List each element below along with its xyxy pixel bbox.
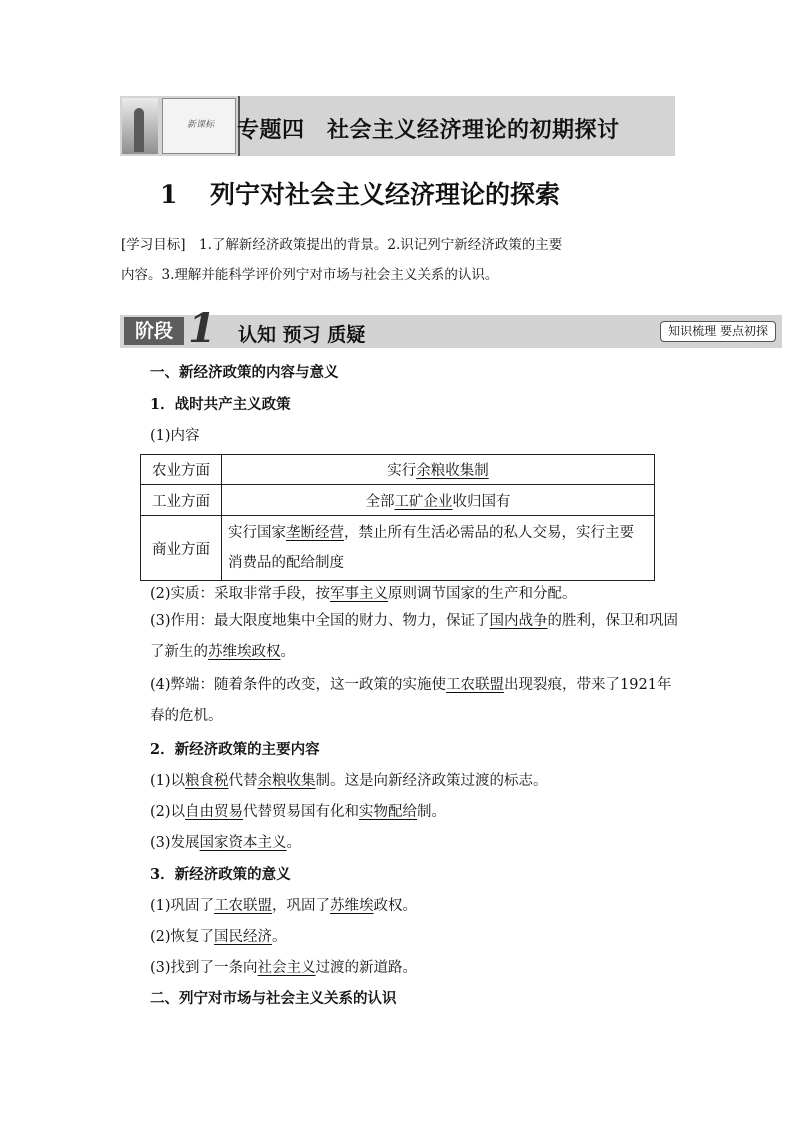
- chapter-title: 专题四 社会主义经济理论的初期探讨: [237, 117, 620, 143]
- row-label: 商业方面: [141, 516, 222, 581]
- keyword: 苏维埃: [330, 898, 374, 914]
- stage-number: 1: [188, 305, 216, 352]
- row-content: [222, 485, 655, 516]
- content-item-2: [150, 800, 446, 821]
- text: 。: [286, 835, 302, 851]
- lesson-number: 1: [160, 180, 178, 209]
- keyword: 工矿企业: [394, 493, 453, 510]
- text: 原则调节国家的生产和分配。: [388, 586, 577, 602]
- table-row: [141, 485, 655, 516]
- drawback-text: [120, 670, 680, 732]
- learning-goals-line-1: [学习目标] 1.了解新经济政策提出的背景。2.识记列宁新经济政策的主要: [121, 237, 563, 253]
- text: (2)实质：采取非常手段，按: [150, 586, 331, 602]
- significance-item-3: [150, 956, 417, 977]
- text: (3)找到了一条向: [150, 960, 258, 976]
- text: ，巩固了: [272, 898, 331, 914]
- text: 政权。: [373, 898, 418, 914]
- text: 。: [280, 644, 295, 660]
- keyword: 工农联盟: [446, 677, 505, 693]
- row-content: [222, 455, 655, 485]
- content-label: (1)内容: [150, 428, 200, 444]
- stage-title: 认知 预习 质疑: [238, 324, 366, 346]
- text: (4)弊端：随着条件的改变，这一政策的实施使: [150, 677, 447, 693]
- section-2-heading: 二、列宁对市场与社会主义关系的认识: [150, 990, 397, 1007]
- text: 过渡的新道路。: [315, 960, 418, 976]
- lesson-title-text: 列宁对社会主义经济理论的探索: [210, 180, 561, 209]
- text: 实行国家: [228, 525, 286, 541]
- keyword: 实物配给: [359, 804, 418, 820]
- text: 代替: [228, 773, 258, 789]
- significance-item-1: [150, 894, 417, 915]
- text: 制。: [417, 804, 447, 820]
- text: ，禁止所有生活必需品的私人交易，实行主要消费品的配给制度: [228, 525, 634, 571]
- keyword: 工农联盟: [214, 898, 273, 914]
- text: (1)以: [150, 773, 186, 789]
- table-row: [141, 455, 655, 485]
- section-1-heading: 一、新经济政策的内容与意义: [150, 364, 339, 381]
- content-item-1: [150, 769, 548, 790]
- text: (3)作用：最大限度地集中全国的财力、物力，保证了: [150, 613, 490, 629]
- keyword: 余粮收集: [257, 773, 316, 789]
- keyword: 国家资本主义: [199, 835, 287, 851]
- row-label: 农业方面: [141, 455, 222, 485]
- text: (2)恢复了: [150, 929, 215, 945]
- significance-item-2: [150, 925, 287, 946]
- effect-text: [120, 606, 680, 668]
- subsection-3-heading: 3．新经济政策的意义: [150, 866, 291, 883]
- text: (3)发展: [150, 835, 200, 851]
- text: (2)以: [150, 804, 186, 820]
- stage-tag: 知识梳理 要点初探: [660, 321, 776, 342]
- row-label: 工业方面: [141, 485, 222, 516]
- text: 代替贸易国有化和: [243, 804, 360, 820]
- subsection-1-heading: 1．战时共产主义政策: [150, 396, 291, 413]
- text: 。: [272, 929, 287, 945]
- keyword: 苏维埃政权: [208, 644, 281, 660]
- keyword: 自由贸易: [185, 804, 244, 820]
- lesson-title: [160, 175, 560, 211]
- text: 出现裂痕，带来了1921年春的危机。: [150, 677, 672, 724]
- subsection-2-heading: 2．新经济政策的主要内容: [150, 741, 320, 758]
- learning-goals-line-2: 内容。3.理解并能科学评价列宁对市场与社会主义关系的认识。: [121, 267, 499, 283]
- text: (1)巩固了: [150, 898, 215, 914]
- text: 的胜利，保卫和巩固了新生的: [150, 613, 679, 660]
- keyword: 国民经济: [214, 929, 273, 945]
- keyword: 粮食税: [185, 773, 229, 789]
- stage-label: 阶段: [124, 317, 184, 345]
- text: 制。这是向新经济政策过渡的标志。: [315, 773, 548, 789]
- keyword: 社会主义: [257, 960, 316, 976]
- content-item-3: [150, 831, 301, 852]
- keyword: 军事主义: [330, 586, 389, 602]
- stage-bar: [120, 305, 782, 352]
- book-cover-text: 新课标: [187, 120, 215, 130]
- table-row: [141, 516, 655, 581]
- keyword: 垄断经营: [286, 525, 344, 541]
- row-content: [222, 516, 655, 581]
- book-cover-image: [162, 98, 236, 154]
- essence-text: [150, 582, 577, 603]
- keyword: 国内战争: [489, 613, 548, 629]
- keyword: 余粮收集制: [416, 463, 489, 479]
- policy-content-table: [140, 454, 655, 581]
- rocket-image: [122, 98, 158, 154]
- text: 全部: [365, 493, 395, 510]
- chapter-banner: [120, 96, 675, 156]
- text: 收归国有: [452, 493, 511, 510]
- text: 实行: [387, 463, 417, 479]
